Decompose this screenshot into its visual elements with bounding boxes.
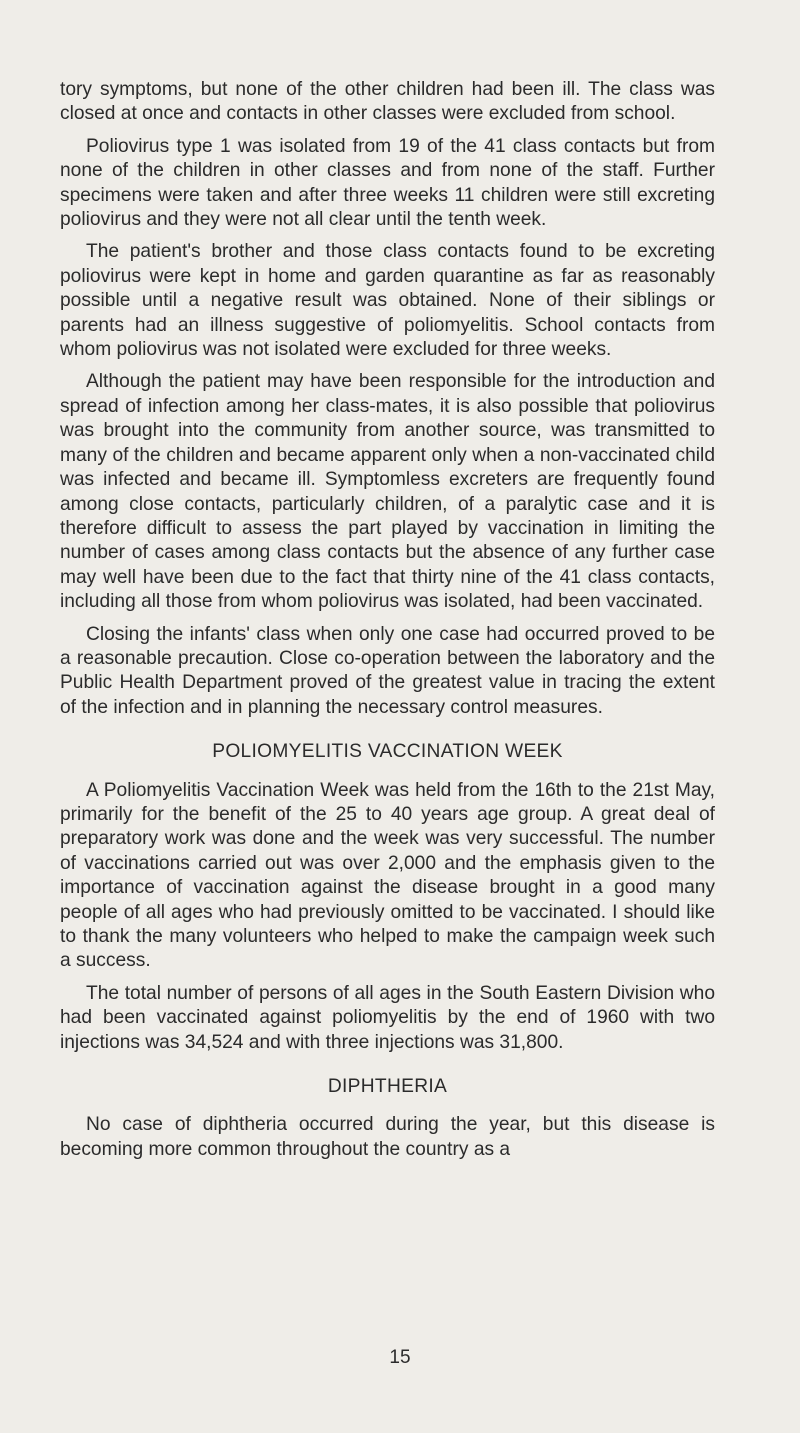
vaccination-week-paragraph: A Poliomyelitis Vaccination Week was held from the 16th to the 21st May, primarily for the benefit of the 25 to 40 years age group. A great deal of preparatory work was done and the week was very successful. The number of vaccinations carried out was over 2,000 and the emphasis given to the importance of vaccination against the disease brought in a good many people of all ages who had previously omitted to be vaccinated. I should like to thank the many volunteers who helped to make the campaign week such a success. — [60, 779, 715, 972]
closing-paragraph: Closing the infants' class when only one case had occurred proved to be a reasonable precaution. Close co-operation between the laboratory and the Public Health Department proved of the greatest value in tracing the extent of the infection and in planning the necessary control measures. — [60, 623, 715, 718]
page-number: 15 — [389, 1347, 411, 1368]
diphtheria-heading: DIPHTHERIA — [327, 1076, 448, 1098]
quarantine-paragraph: The patient's brother and those class contacts found to be excreting poliovirus were kept in home and garden quarantine as far as reasonably possible until a negative result was obtained. None of their siblings or parents had an illness suggestive of poliomyelitis. School contacts from whom poliovirus was not isolated were excluded for three weeks. — [60, 241, 715, 361]
spread-paragraph: Although the patient may have been responsible for the introduction and spread of infection among her class-mates, it is also possible that poliovirus was brought into the community from another source, was transmitted to many of the children and became apparent only when a non-vaccinated child was infected and became ill. Symptomless excreters are frequently found among close contacts, particularly children, of a paralytic case and it is therefore difficult to assess the part played by vaccination in limiting the number of cases among class contacts but the absence of any further case may well have been due to the fact that thirty nine of the 41 class contacts, including all those from whom poliovirus was isolated, had been vaccinated. — [60, 371, 715, 613]
continuation-paragraph: tory symptoms, but none of the other children had been ill. The class was closed at once and contacts in other classes were excluded from school. — [60, 79, 715, 125]
diphtheria-paragraph: No case of diphtheria occurred during the year, but this disease is becoming more common throughout the country as a — [60, 1114, 715, 1160]
vaccination-total-paragraph: The total number of persons of all ages in the South Eastern Division who had been vaccinated against poliomyelitis by the end of 1960 with two injections was 34,524 and with three injections was 31,800. — [60, 982, 715, 1053]
document-page — [60, 78, 715, 1170]
vaccination-week-heading: POLIOMYELITIS VACCINATION WEEK — [212, 741, 563, 763]
isolation-paragraph: Poliovirus type 1 was isolated from 19 of the 41 class contacts but from none of the children in other classes and from none of the staff. Further specimens were taken and after three weeks 11 children were still excreting poliovirus and they were not all clear until the tenth week. — [60, 135, 715, 231]
